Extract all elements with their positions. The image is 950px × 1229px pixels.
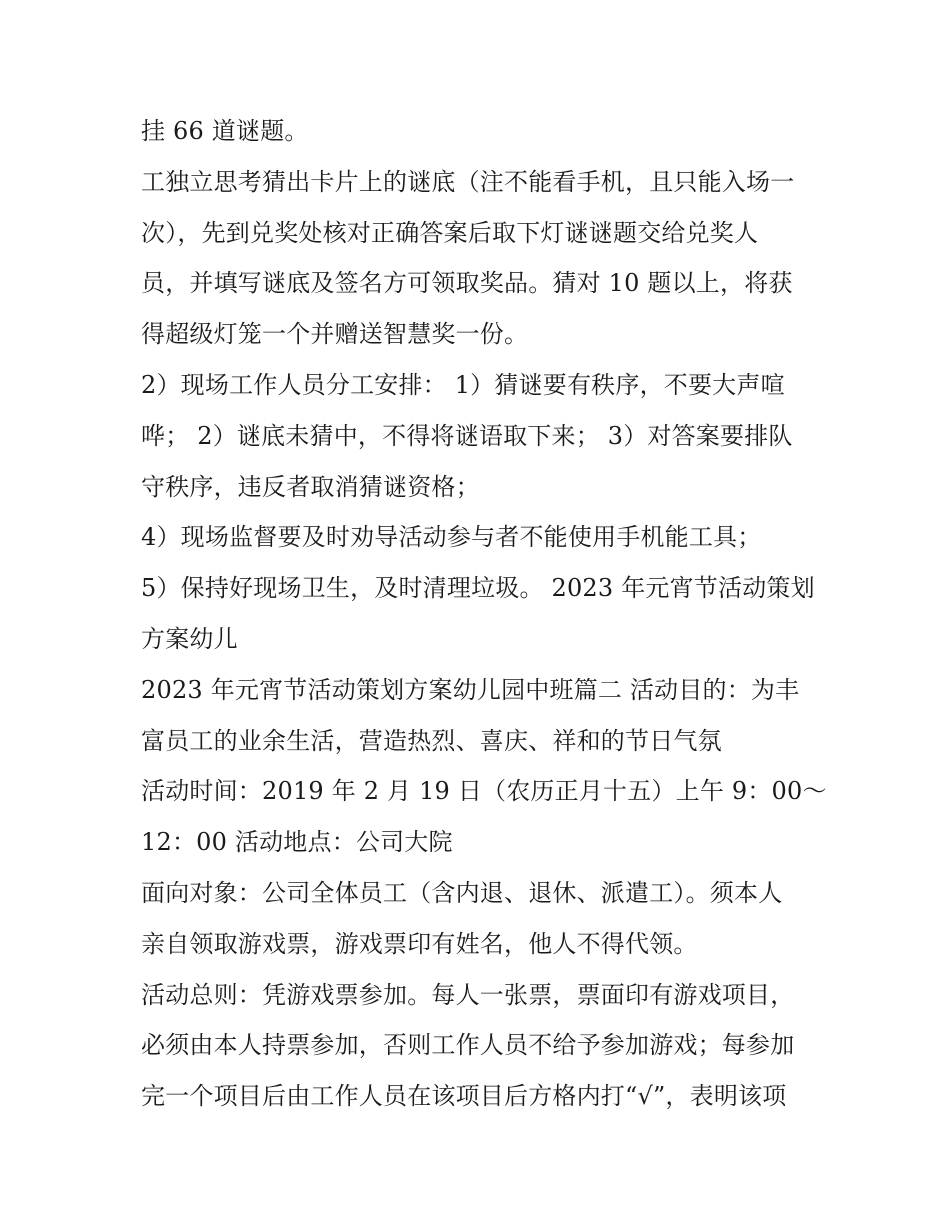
text-line: 2023 年元宵节活动策划方案幼儿园中班篇二 活动目的：为丰 xyxy=(141,675,800,704)
text-line: 得超级灯笼一个并赠送智慧奖一份。 xyxy=(141,320,529,349)
text-line: 守秩序，违反者取消猜谜资格； xyxy=(141,472,480,501)
text-line: 12：00 活动地点：公司大院 xyxy=(141,828,453,857)
text-line: 活动时间：2019 年 2 月 19 日（农历正月十五）上午 9：00～ xyxy=(141,777,827,806)
text-line: 面向对象：公司全体员工（含内退、退休、派遣工）。须本人 xyxy=(141,878,783,907)
text-line: 必须由本人持票参加，否则工作人员不给予参加游戏；每参加 xyxy=(141,1031,795,1060)
text-line: 次），先到兑奖处核对正确答案后取下灯谜谜题交给兑奖人 xyxy=(141,218,759,247)
text-line: 富员工的业余生活，营造热烈、喜庆、祥和的节日气氛 xyxy=(141,726,722,755)
text-line: 2）现场工作人员分工安排： 1）猜谜要有秩序，不要大声喧 xyxy=(141,370,785,399)
text-line: 4）现场监督要及时劝导活动参与者不能使用手机能工具； xyxy=(141,523,762,552)
text-line: 工独立思考猜出卡片上的谜底（注不能看手机，且只能入场一 xyxy=(141,167,795,196)
text-line: 哗； 2）谜底未猜中，不得将谜语取下来； 3）对答案要排队 xyxy=(141,421,793,450)
text-line: 活动总则：凭游戏票参加。每人一张票，票面印有游戏项目， xyxy=(141,980,795,1009)
text-line: 挂 66 道谜题。 xyxy=(141,117,309,145)
document-body xyxy=(141,106,831,1122)
text-line: 员，并填写谜底及签名方可领取奖品。猜对 10 题以上，将获 xyxy=(141,269,793,298)
text-line: 完一个项目后由工作人员在该项目后方格内打“√”，表明该项 xyxy=(141,1082,787,1111)
text-line: 亲自领取游戏票，游戏票印有姓名，他人不得代领。 xyxy=(141,929,698,958)
text-line: 方案幼儿 xyxy=(141,624,238,653)
text-line: 5）保持好现场卫生，及时清理垃圾。 2023 年元宵节活动策划 xyxy=(141,574,815,603)
